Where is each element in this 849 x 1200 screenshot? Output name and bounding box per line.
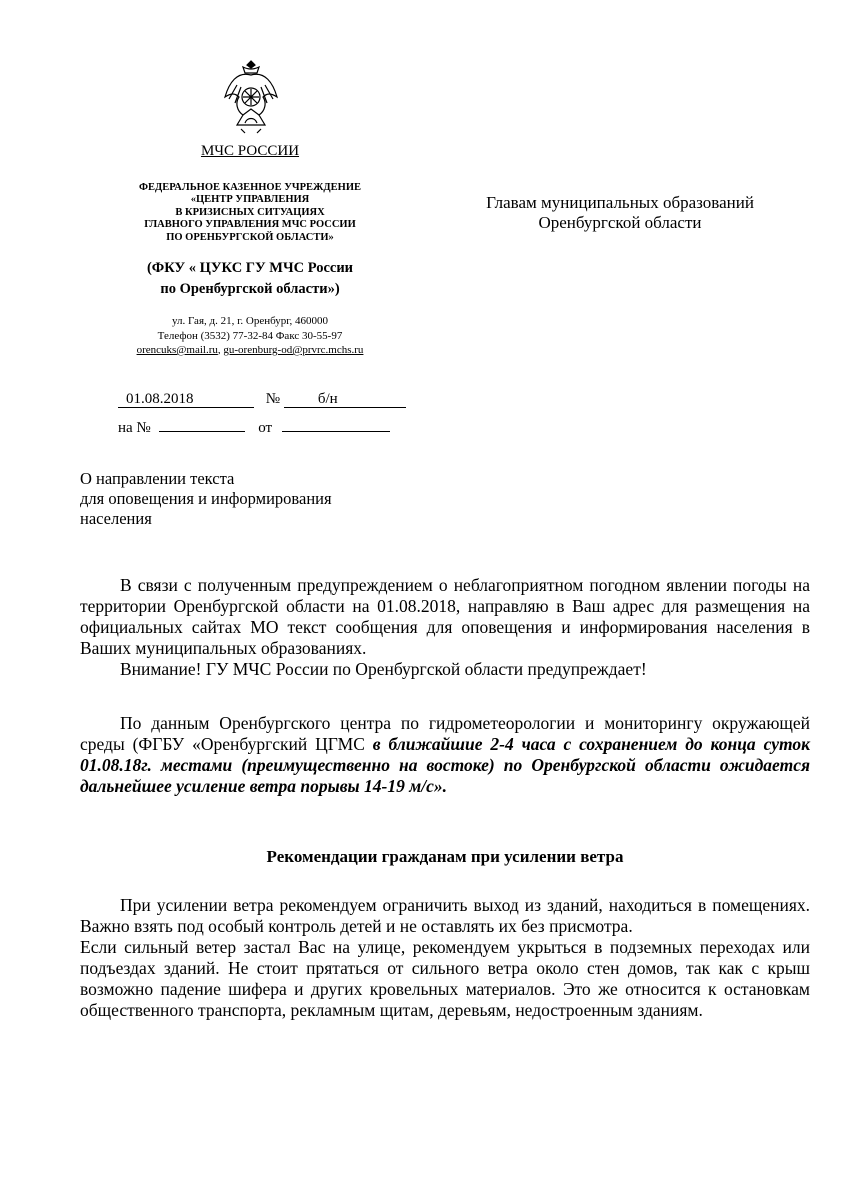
organization-name xyxy=(90,182,410,244)
paragraph: При усилении ветра рекомендуем ограничить выход из зданий, находиться в помещениях. Важно взять под особый контроль детей и не оставлять их без присмотра. xyxy=(80,895,810,936)
outgoing-number: б/н xyxy=(284,392,406,408)
paragraph-forecast xyxy=(80,713,810,797)
email-link-1[interactable]: orencuks@mail.ru xyxy=(136,344,218,356)
addressee xyxy=(430,193,810,233)
addressee-line: Оренбургской области xyxy=(538,213,702,232)
outgoing-date: 01.08.2018 xyxy=(118,392,254,408)
emails xyxy=(90,343,410,358)
from-label: от xyxy=(258,420,273,436)
addressee-line: Главам муниципальных образований xyxy=(486,193,754,212)
body-intro xyxy=(80,575,810,680)
email-link-2[interactable]: gu-orenburg-od@prvrc.mchs.ru xyxy=(223,344,364,356)
subject-line: О направлении текста xyxy=(80,469,235,488)
short-name-line: (ФКУ « ЦУКС ГУ МЧС России xyxy=(146,260,354,276)
address: ул. Гая, д. 21, г. Оренбург, 460000 xyxy=(171,315,329,327)
forecast-source: По данным Оренбургского центра по гидрометеорологии и мониторингу окружающей среды (ФГБУ «Оренбургский ЦГМС xyxy=(80,713,810,754)
reference-date-blank xyxy=(282,431,390,432)
letter-subject xyxy=(80,469,410,529)
org-line: ФЕДЕРАЛЬНОЕ КАЗЕННОЕ УЧРЕЖДЕНИЕ xyxy=(138,182,362,193)
body-forecast xyxy=(80,713,810,797)
org-line: «ЦЕНТР УПРАВЛЕНИЯ xyxy=(190,194,310,206)
phone-fax: Телефон (3532) 77-32-84 Факс 30-55-97 xyxy=(157,329,343,342)
registration-line xyxy=(118,391,406,408)
forecast-warning: в ближайшие 2-4 часа с сохранением до конца суток 01.08.18г. местами (преимущественно на востоке) по Оренбургской области ожидается дальнейшее усиление ветра порывы 14-19 м/с». xyxy=(80,734,810,796)
paragraph-warning: Внимание! ГУ МЧС России по Оренбургской области предупреждает! xyxy=(120,659,647,679)
recommendations-heading: Рекомендации гражданам при усилении ветра xyxy=(266,847,624,866)
email-separator: , xyxy=(217,344,224,356)
short-name-line: по Оренбургской области») xyxy=(160,281,340,297)
paragraph: Если сильный ветер застал Вас на улице, рекомендуем укрыться в подземных переходах или подъездах зданий. Не стоит прятаться от сильного ветра около стен домов, так как с крыш возможно падение шифера и других кровельных материалов. Это же относится к остановкам общественного транспорта, рекламным щитам, деревьям, недостроенным зданиям. xyxy=(80,937,810,1020)
subject-line: населения xyxy=(80,509,152,528)
number-label: № xyxy=(265,391,281,407)
organization-short-name xyxy=(90,258,410,300)
contact-block xyxy=(90,314,410,358)
org-line: В КРИЗИСНЫХ СИТУАЦИЯХ xyxy=(175,206,325,218)
reference-line xyxy=(118,420,390,437)
reference-label: на № xyxy=(118,420,151,436)
emchs-emblem-icon xyxy=(223,57,279,135)
reference-number-blank xyxy=(159,431,245,432)
org-line: ГЛАВНОГО УПРАВЛЕНИЯ МЧС РОССИИ xyxy=(144,219,356,231)
subject-line: для оповещения и информирования xyxy=(80,489,332,508)
agency-title: МЧС РОССИИ xyxy=(200,143,300,159)
body-recommendations xyxy=(80,895,810,1021)
paragraph: В связи с полученным предупреждением о неблагоприятном погодном явлении погоды на территории Оренбургской области на 01.08.2018, направляю в Ваш адрес для размещения на официальных сайтах МО текст сообщения для оповещения и информирования населения в Ваших муниципальных образованиях. xyxy=(80,575,810,658)
org-line: ПО ОРЕНБУРГСКОЙ ОБЛАСТИ» xyxy=(166,231,334,243)
